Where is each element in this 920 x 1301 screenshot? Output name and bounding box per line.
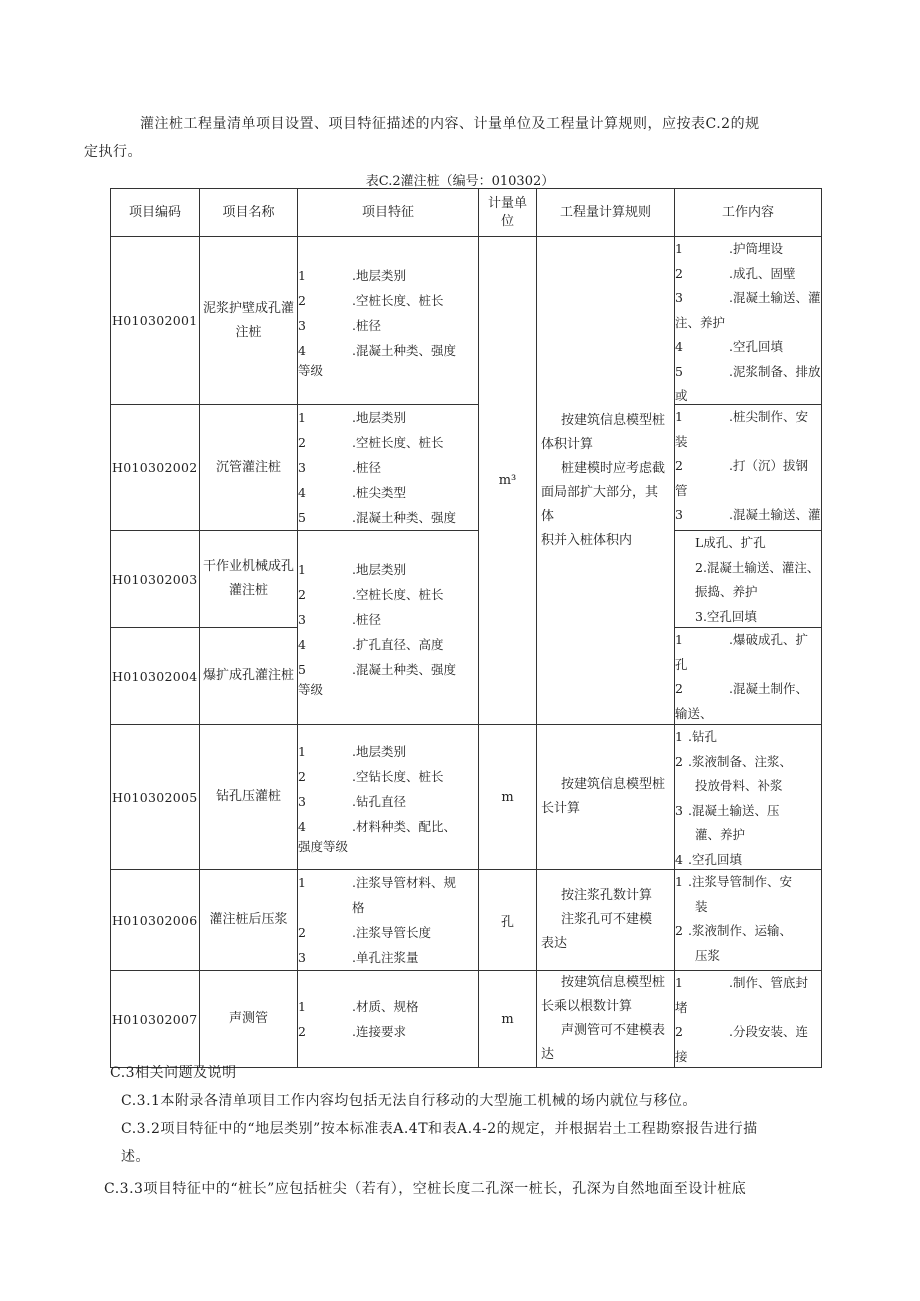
work-line: 1 .爆破成孔、扩: [675, 632, 808, 647]
header-code: 项目编码: [111, 189, 200, 237]
work-line: 3.空孔回填: [695, 608, 757, 624]
item-work: [675, 237, 822, 405]
header-name: 项目名称: [200, 189, 298, 237]
note-c33: C.3.3项目特征中的“桩长”应包括桩尖（若有），空桩长度二孔深一桩长，孔深为自然地面至设计桩底: [104, 1181, 747, 1197]
work-line: 2 .浆液制备、注浆、: [675, 753, 792, 769]
work-line: 灌、养护: [695, 827, 746, 842]
work-line: 1 .注浆导管制作、安: [675, 874, 792, 889]
table-row: [111, 531, 822, 628]
feature-line: 格: [352, 900, 365, 915]
note-c32-line1: C.3.2项目特征中的“地层类别”按本标准表A.4T和表A.4-2的规定，并根据岩土工程勘察报告进行描: [121, 1121, 758, 1137]
feature-line: 4 .扩孔直径、高度: [298, 637, 444, 652]
item-code: H010302002: [111, 405, 200, 531]
item-name: 灌注桩后压浆: [200, 870, 298, 971]
item-work: [675, 628, 822, 725]
item-unit: 孔: [479, 870, 537, 971]
note-c3-title: C.3相关问题及说明: [110, 1065, 237, 1081]
work-line: 装: [695, 898, 708, 914]
rule-line: 表达: [541, 936, 568, 951]
feature-line: 1 .地层类别: [298, 562, 406, 577]
table-row: [111, 405, 822, 531]
intro-line-1: 灌注桩工程量清单项目设置、项目特征描述的内容、计量单位及工程量计算规则，应按表C.2的规: [140, 116, 760, 132]
item-features: [298, 725, 479, 870]
work-line: 5 .泥浆制备、排放或: [675, 363, 821, 403]
rule-line: 长计算: [541, 801, 581, 816]
work-line: 4 .空孔回填: [675, 339, 783, 354]
work-line: 1 .护筒埋设: [675, 241, 783, 256]
work-line: 1 .钻孔: [675, 729, 717, 744]
work-line: L成孔、扩孔: [695, 535, 766, 550]
item-name: 干作业机械成孔灌注桩: [200, 531, 298, 628]
item-rule: [537, 725, 675, 870]
work-line: 2 .成孔、固壁: [675, 265, 796, 281]
rule-line: 达: [541, 1047, 555, 1062]
item-code: H010302001: [111, 237, 200, 405]
table-row: [111, 237, 822, 405]
feature-tail: 等级: [298, 362, 324, 378]
item-work: [675, 531, 822, 628]
item-work: [675, 870, 822, 971]
item-code: H010302004: [111, 628, 200, 725]
feature-line: 4 .材料种类、配比、: [298, 819, 456, 834]
work-line: 3 .混凝土输送、灌: [675, 507, 821, 522]
feature-line: 2 .空桩长度、桩长: [298, 587, 444, 602]
work-line: 管: [675, 482, 688, 498]
item-name: 声测管: [200, 971, 298, 1068]
work-line: 3 .混凝土输送、灌: [675, 290, 821, 305]
header-unit: 计量单位: [479, 189, 537, 237]
work-line: 注、养护: [675, 314, 726, 330]
item-code: H010302005: [111, 725, 200, 870]
feature-line: 3 .钻孔直径: [298, 794, 406, 809]
item-work: [675, 725, 822, 870]
item-name: 泥浆护壁成孔灌注桩: [200, 237, 298, 405]
feature-line: 3 .桩径: [298, 317, 381, 333]
work-line: 振捣、养护: [695, 584, 758, 599]
note-c31: C.3.1本附录各清单项目工作内容均包括无法自行移动的大型施工机械的场内就位与移位。: [121, 1093, 697, 1109]
table-row: [111, 725, 822, 870]
item-rule: [537, 237, 675, 725]
note-c32-line2: 述。: [121, 1149, 150, 1165]
feature-line: 2 .连接要求: [298, 1024, 406, 1039]
item-rule: [537, 971, 675, 1068]
table-row: [111, 870, 822, 971]
work-line: 1 .桩尖制作、安: [675, 409, 808, 424]
item-unit: m³: [479, 237, 537, 725]
header-row: [111, 189, 822, 237]
header-rule: 工程量计算规则: [537, 189, 675, 237]
feature-line: 5 .混凝土种类、强度: [298, 662, 456, 677]
item-features: [298, 870, 479, 971]
rule-line: 体积计算: [541, 436, 594, 452]
feature-line: 2 .空桩长度、桩长: [298, 292, 444, 308]
work-line: 2 .混凝土制作、: [675, 681, 808, 696]
work-line: 4 .空孔回填: [675, 851, 742, 867]
feature-line: 3 .桩径: [298, 612, 381, 627]
intro-line-2: 定执行。: [84, 144, 142, 160]
work-line: 2 .浆液制作、运输、: [675, 923, 792, 938]
rule-line: 按建筑信息模型桩: [561, 777, 666, 792]
work-line: 1 .制作、管底封: [675, 975, 808, 990]
item-name: 钻孔压灌桩: [200, 725, 298, 870]
feature-line: 4 .桩尖类型: [298, 485, 406, 500]
header-features: 项目特征: [298, 189, 479, 237]
rule-line: 桩建模时应考虑截: [561, 460, 666, 476]
rule-line: 按建筑信息模型桩: [561, 975, 666, 990]
feature-line: 3 .桩径: [298, 460, 381, 475]
work-line: 孔: [675, 656, 688, 672]
feature-tail: 强度等级: [298, 839, 349, 854]
rule-line: 长乘以根数计算: [541, 999, 633, 1014]
rule-line: 声测管可不建模表: [561, 1023, 666, 1038]
feature-line: 1 .地层类别: [298, 744, 406, 759]
feature-tail: 等级: [298, 682, 324, 697]
item-name: 沉管灌注桩: [200, 405, 298, 531]
intro-paragraph: [84, 110, 812, 166]
feature-line: 4 .混凝土种类、强度: [298, 342, 456, 358]
feature-line: 5 .混凝土种类、强度: [298, 510, 456, 525]
item-work: [675, 405, 822, 531]
feature-line: 2 .注浆导管长度: [298, 925, 431, 940]
rule-line: 积并入桩体积内: [541, 532, 633, 548]
item-unit: m: [479, 971, 537, 1068]
work-line: 2 .分段安装、连: [675, 1024, 808, 1039]
item-features: [298, 405, 479, 531]
feature-line: 2 .空钻长度、桩长: [298, 769, 444, 784]
work-line: 输送、: [675, 705, 713, 721]
feature-line: 1 .注浆导管材料、规: [298, 875, 456, 890]
work-line: 2 .打（沉）拔钢: [675, 458, 808, 473]
feature-line: 2 .空桩长度、桩长: [298, 435, 444, 450]
table-caption: 表C.2灌注桩（编号：010302）: [365, 174, 555, 189]
work-line: 压浆: [695, 947, 721, 963]
item-features: [298, 237, 479, 405]
rule-line: 按建筑信息模型桩: [561, 412, 666, 428]
rule-line: 注浆孔可不建模: [561, 912, 653, 927]
feature-line: 1 .地层类别: [298, 410, 406, 425]
item-rule: [537, 870, 675, 971]
header-work: 工作内容: [675, 189, 822, 237]
pile-table: [110, 188, 822, 1068]
work-line: 接: [675, 1048, 688, 1064]
rule-line: 面局部扩大部分，其体: [541, 484, 659, 524]
item-unit: m: [479, 725, 537, 870]
item-code: H010302007: [111, 971, 200, 1068]
work-line: 堵: [675, 999, 688, 1015]
note-c32: [121, 1115, 821, 1171]
feature-line: 1 .材质、规格: [298, 999, 419, 1014]
item-name: 爆扩成孔灌注桩: [200, 628, 298, 725]
work-line: 3 .混凝土输送、压: [675, 802, 780, 818]
rule-line: 按注浆孔数计算: [561, 888, 653, 903]
item-features: [298, 531, 479, 725]
feature-line: 3 .单孔注浆量: [298, 950, 419, 965]
item-work: [675, 971, 822, 1068]
item-features: [298, 971, 479, 1068]
item-code: H010302003: [111, 531, 200, 628]
work-line: 2.混凝土输送、灌注、: [695, 559, 820, 575]
item-code: H010302006: [111, 870, 200, 971]
work-line: 投放骨料、补浆: [695, 778, 783, 793]
table-row: [111, 971, 822, 1068]
work-line: 装: [675, 433, 688, 449]
feature-line: 1 .地层类别: [298, 267, 406, 283]
